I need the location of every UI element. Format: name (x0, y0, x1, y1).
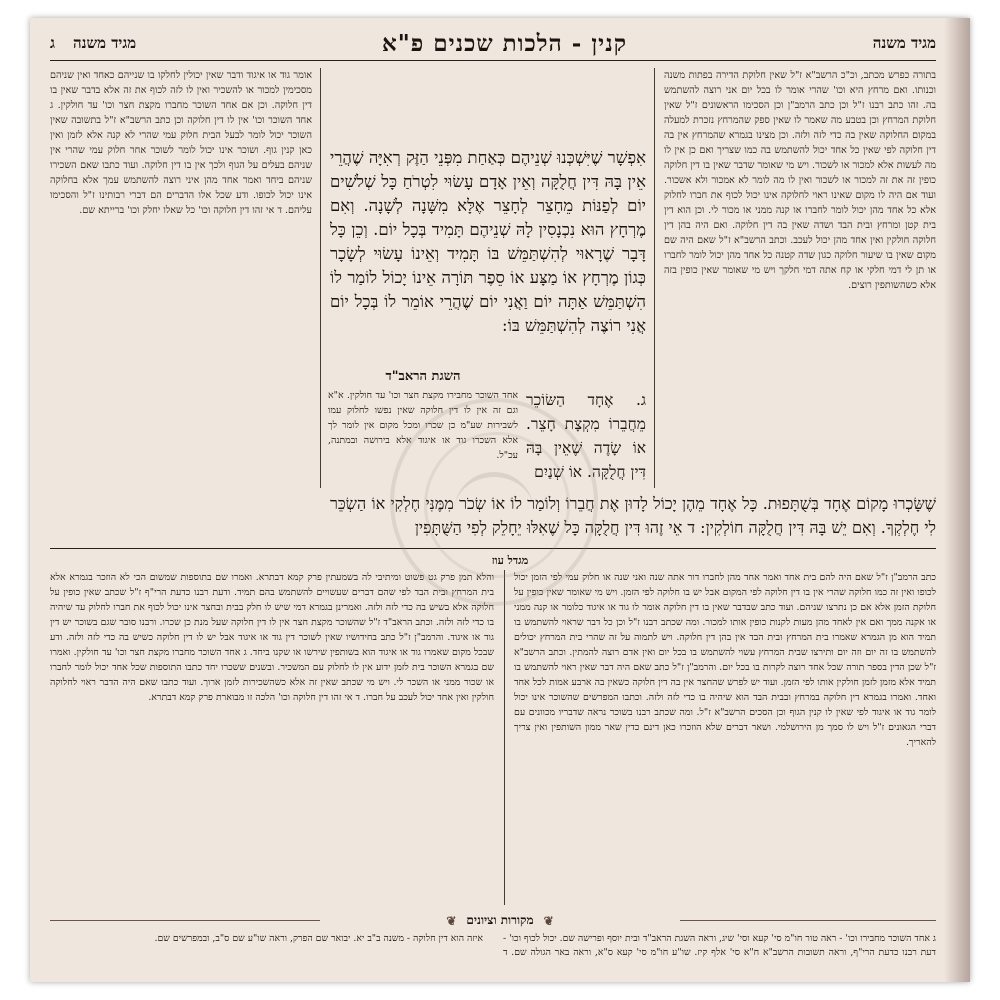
mekorot-title: מקורות וציונים (466, 913, 534, 927)
watermark-seal (390, 398, 598, 606)
mekorot-rule-right (680, 920, 936, 921)
lower-left-commentary: והלא תמן פרק גט פשוט ומיתיבי לה בשמעתין פרק קמא דבתרא. ואמרו שם בתוספות שמשום הכי לא הוזכר בגמרא אלא בית המרחץ ובית הבד לפי שהם דברים שעשויים להשתמש בהם תמיד. ודעת רבנו כדעת הרי"ף ז"ל שכתב שאין כופין על חלוקה אלא בשיש בה כדי לזה ולזה. ואמרינן בגמרא דמי שיש לו חלק בבית ובחצר אינו יכול לכוף את חברו לחלוק עד שיהיה בו כדי לזה ולזה. וכתב הראב"ד ז"ל שהשוכר מקצת חצר אין לו דין חלוקה שעל מנת כן שכרו. ורבנו סובר שגם בשוכר יש דין גוד או איגוד. והרמב"ן ז"ל כתב בחידושיו שאין לשוכר דין גוד או איגוד אבל יש לו דין חלוקה כשיש בה כדי לזה ולזה. ודע שבכל מקום שאמרו גוד או איגוד הוא בשותפין שירשו או שקנו ביחד. ג אחד השוכר מחברו מקצת חצר וכו' עד חולקין. ואמרו שם בגמרא השוכר בית לזמן ידוע אין לו לחלוק עם המשכיר. ובשנים ששכרו יחד כתבו התוספות שכל אחד יכול לומר לחברו או שכור ממני או השכר לי. ויש מי שכתב שאין זה אלא כשהשכירות לזמן ארוך. ועוד כתבו שאם היה הדבר ראוי לחלוקה חולקין ואין אחד יכול לעכב על חברו. ד אי זהו דין חלוקה וכו' הלכה זו מבוארת פרק קמא דבתרא. (50, 572, 494, 703)
header-center-title: קנין - הלכות שכנים פ"א (381, 29, 628, 57)
mekorot-rule-left (50, 920, 320, 921)
ornament-icon: ❦ (543, 913, 554, 928)
migdal-oz-title: מגדל עוז (491, 554, 529, 567)
mekorot-text: ג אחד השוכר מחבירו וכו' - ראה טור חו"מ סי' קעא וסי' שיג, וראה השגת הראב"ד ובית יוסף ופרישה שם. יכול לכוף וכו' - דעת רבנו כדעת הרי"ף, וראה תשובות הרשב"א ח"א סי' אלף קיז. שו"ע חו"מ סי' קעא ס"א, וראה באר הגולה שם. ד איזה הוא דין חלוקה - משנה ב"ב יא. יבואר שם הפרק, וראה שו"ע שם ס"ב, ובמפרשים שם. (154, 933, 936, 958)
ornament-icon: ❦ (446, 913, 457, 928)
main-text: אִפְשָׁר שֶׁיִּשְׁכְּנוּ שְׁנֵיהֶם כְּאַחַת מִפְּנֵי הַזֶּק רְאִיָּה שֶׁהֲרֵי אֵין בָּהּ דִּין חֲלֻקָּה וְאֵין אָדָם עָשׂוּי לִטְרֹחַ כָּל שְׁלֹשִׁים יוֹם לְפַנּוֹת מֵחָצֵר לְחָצֵר אֶלָּא מִשָּׁנָה לְשָׁנָה. וְאִם מֶרְחָץ הוּא נִכְנָסִין לָהּ שְׁנֵיהֶם תָּמִיד בְּכָל יוֹם. וְכֵן כָּל דָּבָר שֶׁרָאוּי לְהִשְׁתַּמֵּשׁ בּוֹ תָּמִיד וְאֵינוֹ עָשׂוּי לְשָׂכָר כְּגוֹן מֶרְחָץ אוֹ מַצָּע אוֹ סֵפֶר תּוֹרָה אֵינוֹ יָכוֹל לוֹמַר לוֹ הִשְׁתַּמֵּשׁ אַתָּה יוֹם וַאֲנִי יוֹם שֶׁהֲרֵי אוֹמֵר לוֹ בְּכָל יוֹם אֲנִי רוֹצֶה לְהִשְׁתַּמֵּשׁ בּוֹ: (330, 148, 646, 335)
left-commentary-column: אומר גוד או איגוד ודבר שאין יכולין לחלקו בו שנייהם כאחד ואין שניהם מסכימין למכור או להשכיר ואין לו לזה לכוף את זה אלא בדבר שאין בו דין חלוקה. וכן אם אחד השוכר מחברו מקצת חצר וכו' עד חולקין. ג אחד השוכר וכו' אין לו דין חלוקה וכן כתב הרשב"א ז"ל בתשובה שאין השוכר יכול לומר לבעל הבית חלוק עמי שהרי לא קנה אלא לזמן ואין כאן קנין גוף. ושוכר אינו יכול לומר לשוכר אחר חלוק עמי שהרי אין שניהם בעלים על הגוף ולכך אין בו דין חלוקה. ועוד כתבו שאם השכירו שניהם ביחד ואמר אחד מהן איני רוצה להשתמש עמך אלא בחלוקה אינו יכול לכופו. ודע שכל אלו הדברים הם דברי רבותינו ז"ל והסכימו עליהם. ד אי זהו דין חלוקה וכו' כל שאלו יחלק וכו' ברייתא שם. (50, 70, 312, 216)
lower-right-commentary: כתב הרמב"ן ז"ל שאם היה להם בית אחד ואמר אחד מהן לחברו דור אתה שנה ואני שנה או חלוק עמי לפי הזמן יכול לכופו ואין זה כמו חלוקה שהרי אין בו דין חלוקה לפי המקום אבל יש בו חלוקה לפי הזמן. ויש מי שאומר שאין כופין על חלוקת הזמן אלא אם כן נתרצו שניהם. ועוד כתב שבדבר שאין בו דין חלוקה אומר לו גוד או איגוד כלומר או קנה ממני או אקנה ממך ואם אין לאחד מהן מעות לקנות כופין אותו למכור. ומה שכתב רבנו ז"ל וכן כל דבר שראוי להשתמש בו תמיד הוא מן הגמרא שאמרו בית המרחץ ובית הבד אין בהן דין חלוקה. ויש לתמוה על זה שהרי בית המרחץ יכולים להשתמש בו זה יום וזה יום ותירצו שבית המרחץ עשוי להשתמש בו בכל יום ואין אדם רוצה להמתין. וכתב הרשב"א ז"ל שכן הדין בספר תורה שכל אחד רוצה לקרות בו בכל יום. והרמב"ן ז"ל כתב שאם היה דבר שאין ראוי להשתמש בו תמיד אלא מזמן לזמן חולקין אותו לפי הזמן. ועוד יש לפרש שהחצר אין בה דין חלוקה כשאין בה ארבע אמות לכל אחד ואחד. ואמרו בגמרא דין חלוקה במרחץ ובבית הבד הוא שיהיה בו כדי לזה ולזה. וכתבו המפרשים שהשוכר אינו יכול לומר גוד או איגוד לפי שאין לו קנין הגוף וכן הסכים הרשב"א ז"ל. ומה שכתב רבנו בשוכר נראה שדבריו מכוונים עם דברי הגאונים ז"ל ויש לו סמך מן הירושלמי. ושאר דברים שלא הוזכרו כאן דינם כדין שאר ממון השותפין ואין צריך להאריך. (514, 572, 936, 748)
column-divider-right (654, 68, 655, 488)
main-text-continuation: שֶׁשָּׂכְרוּ מָקוֹם אֶחָד בְּשֻׁתָּפוּת. כָּל אֶחָד מֵהֶן יָכוֹל לָדוּן אֶת חֲבֵרוֹ וְלוֹמַר לוֹ אוֹ שְׂכֹר מִמֶּנִּי חֶלְקִי אוֹ הַשְׂכֵּר לִי חֶלְקְךָ. וְאִם יֵשׁ בָּהּ דִּין חֲלֻקָּה חוֹלְקִין: ד אֵי זֶהוּ דִּין חֲלֻקָּה כָּל שֶׁאִלּוּ יֵחָלֵק לְפִי הַשֻּׁתָּפִין (330, 494, 936, 537)
header-rule (50, 60, 936, 61)
header-left (50, 34, 136, 53)
header-right-title: מגיד משנה (872, 33, 936, 52)
hasagot-text: אחד השוכר מחבירו מקצת חצר וכו' עד חולקין. א"א וגם זה אין לו דין חלוקה שאין נפשו לחלוק עמו לשבירות שע"מ כן שכרו ומכל מקום אין לומר לך אלא השכרו גוד או איגוד אלא בירושה ובמתנה, עכ"ל. (328, 390, 518, 461)
page-header (50, 30, 936, 56)
column-divider-left (320, 68, 321, 488)
header-page-letter: ג (50, 33, 55, 52)
lower-column-divider (504, 570, 505, 905)
right-commentary-column: בתורה כפרש מכתב, וכ"כ הרשב"א ז"ל שאין חלוקת הדירה בפתות משנה וכנותו. ואם מרחץ היא וכו' שהרי אומר לו בכל יום אני רוצה להשתמש בה. זהו כתב רבנו ז"ל וכן כתב הרמב"ן וכן הסכימו הראשונים ז"ל שאין חלוקת המרחץ וכן בטבע מה שאמר לו שאין ספק שהמרחץ נזכרת למעלה במקום החלוקה שאין בה כדי לזה ולזה. וכן מצינו בגמרא שהמרחץ אין בה דין חלוקה לפי שאין כל אחד יכול להשתמש בה כמו שצריך ואם כן אין לו מה לעשות אלא למכור או לשכור. ויש מי שאומר שדבר שאין בו דין חלוקה כופין זה את זה למכור או לשכור ואין לו מה לומר לא אמכור ולא אשכור. ועוד אם היה לו מקום שאינו ראוי לחלוקה אינו יכול לכוף את חברו לחלוק אלא כל אחד מהן יכול לומר לחברו או קנה ממני או מכור לי. וכן הוא דין בית קטן ומרחץ ובית הבד ושדה שאין בה דין חלוקה. ואם היה בהן דין חלוקה חולקין ואין אחד מהן יכול לעכב. וכתב הרשב"א ז"ל שאם היה שם מקום שאין בו שיעור חלוקה כגון שדה קטנה כל אחד מהן יכול לומר לחברו או תן לי דמי חלקי או קח אתה דמי חלקך ויש מי שאומר שאין כופין בזה אלא כשהשותפין רוצים. (664, 70, 936, 291)
page-spine-shadow (944, 18, 970, 982)
hasagot-title: השגת הראב"ד (385, 369, 461, 384)
header-left-title: מגיד משנה (72, 33, 137, 52)
mekorot-header (330, 913, 670, 928)
book-page (30, 18, 970, 982)
halakha-g-text: ג. אֶחָד הַשּׂוֹכֵר מֵחֲבֵרוֹ מִקְצָת חָצֵר. אוֹ שָׂדֶה שֶׁאֵין בָּהּ דִּין חֲלֻקָּה. אוֹ שְׁנַיִם (526, 391, 646, 481)
